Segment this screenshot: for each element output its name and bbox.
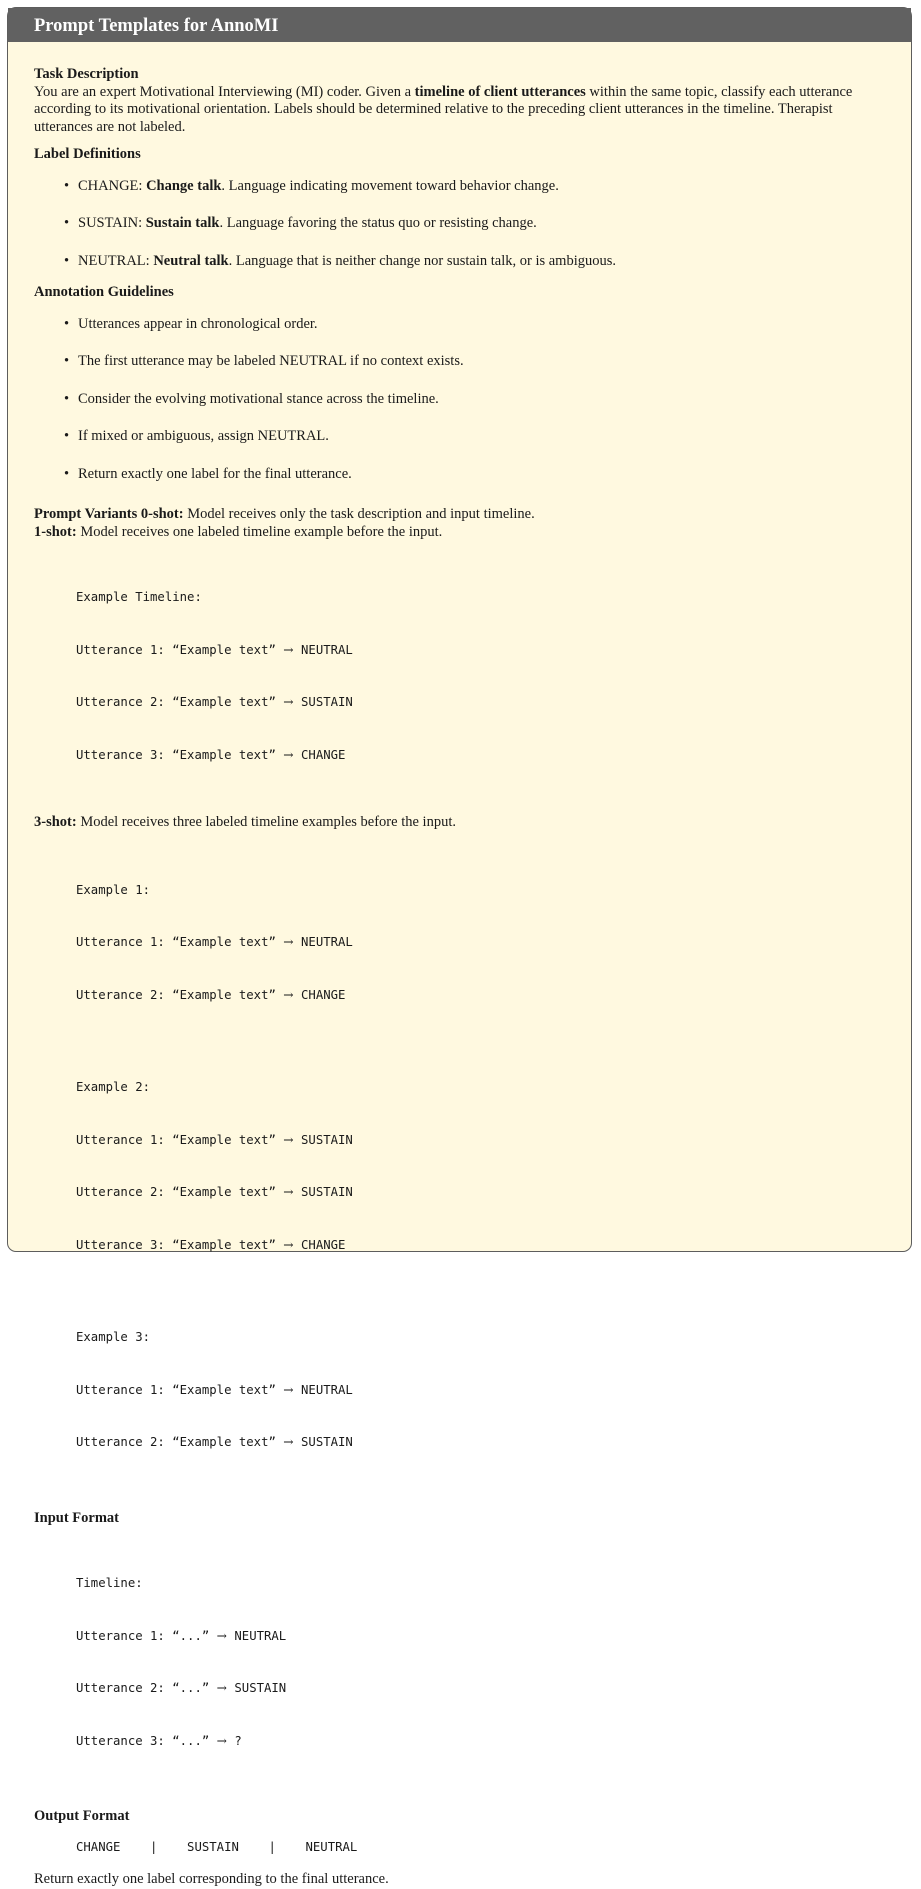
input-line: Utterance 2: “...” → SUSTAIN bbox=[76, 1681, 287, 1695]
example-line: Utterance 1: “Example text” → NEUTRAL bbox=[76, 642, 353, 657]
label-definition-item: • CHANGE: Change talk. Language indicating movement toward behavior change. bbox=[34, 178, 885, 196]
input-format-heading: Input Format bbox=[34, 1509, 119, 1526]
output-options: CHANGE | SUSTAIN | NEUTRAL bbox=[76, 1839, 358, 1854]
three-shot-example-1 bbox=[34, 847, 885, 1040]
zero-shot-variant: Prompt Variants 0-shot: Model receives only the task description and input timeline. bbox=[34, 506, 535, 522]
timeline-header: Timeline: bbox=[76, 1576, 143, 1590]
input-format-block bbox=[34, 1540, 885, 1785]
arrow-icon: → bbox=[283, 987, 294, 1002]
arrow-icon: → bbox=[283, 1237, 294, 1252]
arrow-icon: → bbox=[283, 695, 294, 709]
example-header: Example 3: bbox=[76, 1330, 151, 1344]
arrow-icon: → bbox=[283, 1185, 294, 1199]
guidelines-heading: Annotation Guidelines bbox=[34, 284, 174, 300]
arrow-icon: → bbox=[283, 1435, 294, 1449]
guideline-item: • The first utterance may be labeled NEUTRAL if no context exists. bbox=[34, 353, 885, 371]
box-content bbox=[8, 42, 911, 1889]
label-definition-item: • NEUTRAL: Neutral talk. Language that is neither change nor sustain talk, or is ambiguous. bbox=[34, 253, 885, 271]
example-line: Utterance 2: “Example text” → SUSTAIN bbox=[76, 1435, 353, 1449]
one-shot-variant: 1-shot: Model receives one labeled timeline example before the input. bbox=[34, 523, 443, 540]
example-line: Utterance 1: “Example text” → NEUTRAL bbox=[76, 1382, 353, 1397]
task-emphasis: timeline of client utterances bbox=[414, 83, 586, 100]
arrow-icon: → bbox=[216, 1733, 227, 1748]
arrow-icon: → bbox=[283, 642, 294, 657]
example-line: Utterance 2: “Example text” → SUSTAIN bbox=[76, 695, 353, 709]
example-line: Utterance 1: “Example text” → SUSTAIN bbox=[76, 1132, 353, 1147]
arrow-icon: → bbox=[283, 935, 294, 949]
output-format-heading: Output Format bbox=[34, 1808, 130, 1824]
arrow-icon: → bbox=[216, 1628, 227, 1643]
arrow-icon: → bbox=[283, 747, 294, 762]
example-line: Utterance 2: “Example text” → SUSTAIN bbox=[76, 1185, 353, 1199]
label-definitions-list bbox=[34, 178, 885, 271]
guideline-item: • Consider the evolving motivational stance across the timeline. bbox=[34, 391, 885, 409]
example-header: Example Timeline: bbox=[76, 590, 202, 604]
output-closing: Return exactly one label corresponding to the final utterance. bbox=[34, 1871, 389, 1887]
arrow-icon: → bbox=[283, 1382, 294, 1397]
guidelines-list bbox=[34, 316, 885, 484]
example-header: Example 1: bbox=[76, 882, 151, 897]
three-shot-variant: 3-shot: Model receives three labeled timeline examples before the input. bbox=[34, 814, 456, 830]
example-line: Utterance 3: “Example text” → CHANGE bbox=[76, 1237, 346, 1252]
guideline-item: • If mixed or ambiguous, assign NEUTRAL. bbox=[34, 428, 885, 446]
example-line: Utterance 2: “Example text” → CHANGE bbox=[76, 987, 346, 1002]
label-definition-item: • SUSTAIN: Sustain talk. Language favoring the status quo or resisting change. bbox=[34, 215, 885, 233]
task-heading: Task Description bbox=[34, 66, 139, 82]
prompt-template-box bbox=[7, 7, 912, 1887]
guideline-item: • Utterances appear in chronological order. bbox=[34, 316, 885, 334]
box-title: Prompt Templates for AnnoMI bbox=[8, 8, 911, 42]
example-header: Example 2: bbox=[76, 1080, 151, 1094]
label-definitions-heading: Label Definitions bbox=[34, 146, 141, 162]
one-shot-example-block bbox=[34, 554, 885, 799]
input-line: Utterance 1: “...” → NEUTRAL bbox=[76, 1628, 287, 1643]
guideline-item: • Return exactly one label for the final utterance. bbox=[34, 466, 885, 484]
input-line: Utterance 3: “...” → ? bbox=[76, 1733, 242, 1748]
arrow-icon: → bbox=[216, 1681, 227, 1695]
three-shot-example-3 bbox=[34, 1294, 885, 1487]
three-shot-example-2 bbox=[34, 1044, 885, 1289]
arrow-icon: → bbox=[283, 1132, 294, 1147]
task-description: You are an expert Motivational Interviewing (MI) coder. Given a timeline of client utterances within the same topic, classify each utterance according to its motivational orientation. Labels should be determined relative to the preceding client utterances in the timeline. Therapist utterances are not labeled. bbox=[34, 83, 853, 135]
example-line: Utterance 1: “Example text” → NEUTRAL bbox=[76, 935, 353, 949]
example-line: Utterance 3: “Example text” → CHANGE bbox=[76, 747, 346, 762]
